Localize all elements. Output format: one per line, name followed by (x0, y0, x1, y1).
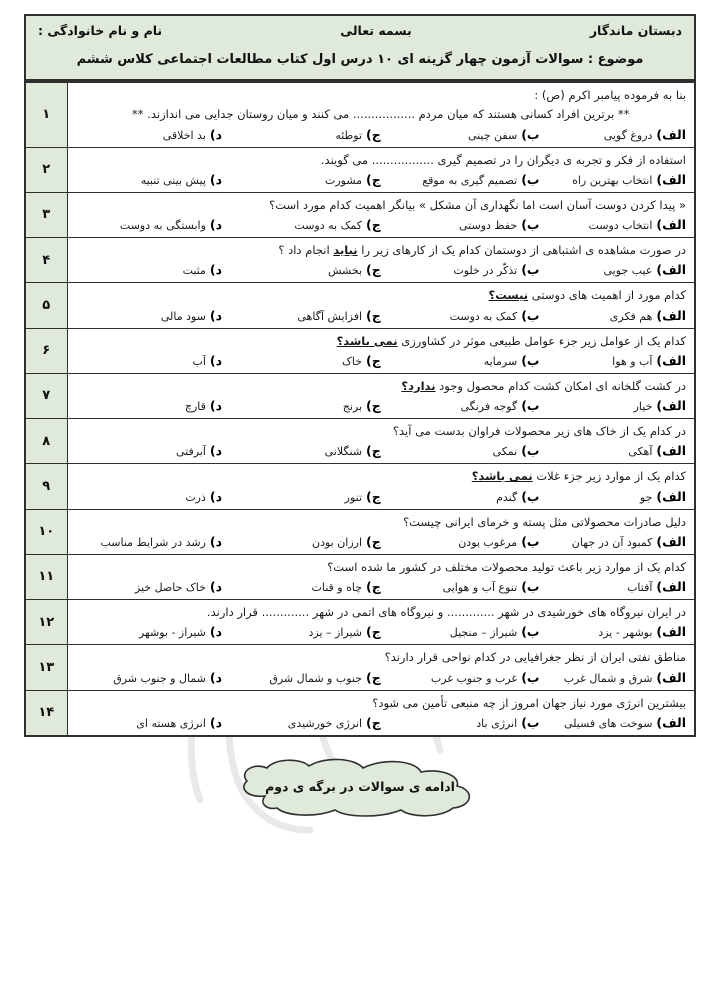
table-row (25, 147, 695, 192)
option-b-value: سرمایه (483, 354, 518, 368)
option-d[interactable] (76, 670, 223, 685)
option-b[interactable] (381, 715, 540, 730)
option-a-value: کمبود آن در جهان (571, 535, 653, 549)
continuation-note: ادامه ی سوالات در برگه ی دوم (265, 779, 455, 795)
options-row (76, 126, 687, 142)
questions-table (24, 81, 696, 737)
option-c-value: جنوب و شمال شرق (269, 671, 363, 685)
question-text: « پیدا کردن دوست آسان است اما نگهداری آن مشکل » بیانگر اهمیت کدام مورد است؟ (269, 197, 686, 212)
question-text: در کدام یک از خاک های زیر محصولات فراوان بدست می آید؟ (392, 424, 686, 438)
option-d-label: د) (209, 624, 223, 640)
option-c[interactable] (222, 715, 381, 730)
option-d[interactable] (76, 217, 223, 232)
option-b-label: ب) (521, 126, 540, 142)
question-text: کدام مورد از اهمیت های دوستی نیست؟ (488, 288, 686, 303)
question-number: ۳ (25, 192, 67, 237)
option-b-label: ب) (521, 262, 540, 278)
options-row (76, 307, 687, 323)
options-row (76, 261, 687, 277)
option-b-label: ب) (521, 307, 540, 323)
options-row (76, 216, 687, 232)
option-d[interactable] (76, 262, 223, 277)
option-a-label: الف) (656, 262, 686, 278)
option-b[interactable] (381, 262, 540, 277)
option-d-value: ذرت (185, 490, 206, 504)
option-a-label: الف) (656, 488, 686, 504)
option-b-value: تنوع آب و هوایی (442, 581, 518, 594)
option-c[interactable] (222, 579, 381, 594)
question-number: ۹ (25, 464, 67, 509)
option-d[interactable] (76, 443, 223, 458)
option-c[interactable] (222, 262, 381, 277)
option-a-value: سوخت های فسیلی (563, 716, 653, 730)
option-a-value: عیب جویی (603, 264, 653, 278)
option-b[interactable] (381, 172, 540, 187)
option-a[interactable] (539, 624, 686, 639)
option-b[interactable] (381, 534, 540, 549)
question-text: در کشت گلخانه ای امکان کشت کدام محصول وجود ندارد؟ (401, 378, 686, 393)
exam-header (24, 14, 696, 81)
option-a-value: خیار (633, 400, 653, 413)
option-c[interactable] (222, 217, 381, 232)
table-row (25, 419, 695, 464)
option-c-value: کمک به دوست (294, 219, 363, 232)
option-d-label: د) (209, 352, 223, 368)
option-a[interactable] (539, 398, 686, 413)
option-c-value: انرژی خورشیدی (287, 716, 363, 730)
option-b[interactable] (381, 308, 540, 323)
question-cell (67, 509, 695, 554)
questions-body (25, 82, 695, 736)
question-text: دلیل صادرات محصولاتی مثل پسته و خرمای ایرانی چیست؟ (403, 514, 686, 529)
option-b[interactable] (381, 624, 540, 639)
option-b-label: ب) (521, 488, 540, 504)
option-d-value: پیش بینی تنبیه (140, 173, 206, 187)
option-b-label: ب) (521, 398, 540, 413)
option-c-label: ج) (366, 262, 381, 278)
option-c-value: تنور (344, 490, 363, 504)
option-d-value: بد اخلاقی (162, 128, 206, 142)
option-d[interactable] (76, 715, 223, 730)
option-d[interactable] (76, 534, 223, 549)
option-a-value: بوشهر - یزد (598, 626, 653, 640)
option-b-label: ب) (521, 217, 540, 232)
question-cell (67, 328, 695, 373)
question-cell (67, 419, 695, 464)
option-c[interactable] (222, 534, 381, 549)
question-cell (67, 192, 695, 237)
option-c[interactable] (222, 670, 381, 685)
option-a-label: الف) (656, 352, 686, 368)
question-cell (67, 464, 695, 509)
option-d-value: وابستگی به دوست (119, 219, 206, 232)
student-name-label: نام و نام خانوادگی : (38, 23, 163, 38)
option-a-label: الف) (656, 669, 686, 685)
option-c[interactable] (222, 624, 381, 639)
option-c-label: ج) (366, 579, 381, 594)
option-a-label: الف) (656, 533, 686, 549)
question-number: ۴ (25, 238, 67, 283)
option-a-value: آهکی (628, 445, 653, 459)
option-d[interactable] (76, 579, 223, 594)
option-b-value: شیراز – منجیل (449, 626, 518, 640)
question-number: ۱۰ (25, 509, 67, 554)
option-c-value: شنگلانی (324, 445, 363, 459)
options-row (76, 397, 687, 413)
option-a-value: جو (639, 490, 653, 504)
question-cell (67, 147, 695, 192)
option-d-value: آب (192, 354, 206, 368)
option-c-label: ج) (366, 352, 381, 368)
option-b[interactable] (381, 398, 540, 413)
question-number: ۲ (25, 147, 67, 192)
table-row (25, 82, 695, 147)
option-c-label: ج) (366, 398, 381, 413)
option-b-value: انرژی باد (476, 716, 518, 730)
table-row (25, 192, 695, 237)
option-a[interactable] (539, 172, 686, 187)
option-c-label: ج) (366, 171, 381, 187)
table-row (25, 328, 695, 373)
question-number: ۱۴ (25, 690, 67, 736)
option-b-value: مرغوب بودن (458, 535, 518, 549)
option-d-label: د) (209, 262, 223, 278)
option-d-value: شیراز - بوشهر (138, 626, 206, 640)
option-c-value: بخشش (328, 264, 363, 278)
options-row (76, 578, 687, 594)
option-a[interactable] (539, 353, 686, 368)
option-d-value: قارچ (184, 400, 206, 413)
option-a-value: آب و هوا (612, 354, 653, 368)
option-c[interactable] (222, 353, 381, 368)
option-d[interactable] (76, 489, 223, 504)
option-b-label: ب) (521, 352, 540, 368)
option-d-value: رشد در شرایط مناسب (100, 535, 206, 549)
option-b-value: گندم (496, 490, 518, 504)
question-text: استفاده از فکر و تجربه ی دیگران را در تصمیم گیری ................. می گویند. (320, 152, 686, 167)
option-a-value: آفتاب (627, 581, 653, 594)
option-a-label: الف) (656, 398, 686, 413)
option-d-value: آبرفتی (175, 445, 206, 459)
option-a[interactable] (539, 127, 686, 142)
table-row (25, 600, 695, 645)
option-d-label: د) (209, 126, 223, 142)
table-row (25, 690, 695, 736)
question-cell (67, 283, 695, 328)
option-a-label: الف) (656, 714, 686, 730)
option-a-label: الف) (656, 579, 686, 594)
table-row (25, 238, 695, 283)
question-text: مناطق نفتی ایران از نظر جغرافیایی در کدام نواحی قرار دارند؟ (384, 650, 686, 665)
option-d-label: د) (209, 217, 223, 232)
option-c-value: افزایش آگاهی (297, 309, 363, 323)
table-row (25, 509, 695, 554)
question-cell (67, 82, 695, 147)
option-d-value: شمال و جنوب شرق (113, 671, 206, 685)
table-row (25, 373, 695, 418)
option-d-value: سود مالی (160, 309, 206, 323)
option-a[interactable] (539, 262, 686, 277)
option-b[interactable] (381, 579, 540, 594)
option-a-value: دروغ گویی (603, 128, 653, 142)
question-number: ۶ (25, 328, 67, 373)
option-d[interactable] (76, 308, 223, 323)
option-d-label: د) (209, 307, 223, 323)
option-a[interactable] (539, 715, 686, 730)
option-a[interactable] (539, 579, 686, 594)
option-a[interactable] (539, 308, 686, 323)
question-number: ۵ (25, 283, 67, 328)
option-c-value: توطئه (335, 128, 363, 142)
cloud-callout (225, 756, 495, 818)
option-a-value: شرق و شمال غرب (563, 671, 653, 685)
question-text: در ایران نیروگاه های خورشیدی در شهر ............. و نیروگاه های اتمی در شهر ............. قرار دارند. (206, 605, 686, 619)
question-cell (67, 645, 695, 690)
option-b-label: ب) (521, 171, 540, 187)
option-d-label: د) (209, 669, 223, 685)
question-number: ۸ (25, 419, 67, 464)
option-b-label: ب) (521, 533, 540, 549)
option-c-label: ج) (366, 669, 381, 685)
option-b[interactable] (381, 489, 540, 504)
table-row (25, 283, 695, 328)
option-c-value: مشورت (324, 173, 363, 187)
option-b[interactable] (381, 127, 540, 142)
table-row (25, 554, 695, 599)
subject-line: موضوع : سوالات آزمون چهار گزینه ای ۱۰ درس اول کتاب مطالعات اجتماعی کلاس ششم (76, 52, 644, 67)
option-d[interactable] (76, 624, 223, 639)
options-row (76, 669, 687, 685)
option-d[interactable] (76, 172, 223, 187)
option-a-value: هم فکری (609, 309, 653, 323)
option-d-label: د) (209, 533, 223, 549)
question-number: ۷ (25, 373, 67, 418)
option-b-value: تصمیم گیری به موقع (422, 173, 518, 187)
header-top-row (26, 16, 694, 42)
option-a-label: الف) (656, 307, 686, 323)
footer-area (24, 755, 696, 819)
bismillah-text: بسمه تعالی (340, 23, 412, 38)
option-a-value: انتخاب بهترین راه (572, 173, 653, 187)
option-c-label: ج) (366, 533, 381, 549)
question-number: ۱۱ (25, 554, 67, 599)
option-d-value: خاک حاصل خیز (134, 581, 206, 594)
option-d-value: انرژی هسته ای (136, 716, 206, 730)
question-text: کدام یک از موارد زیر باعث تولید محصولات مختلف در کشور ما شده است؟ (327, 559, 686, 574)
option-c[interactable] (222, 308, 381, 323)
option-c[interactable] (222, 398, 381, 413)
question-cell (67, 238, 695, 283)
option-a-label: الف) (656, 624, 686, 640)
option-a-label: الف) (656, 171, 686, 187)
option-b-value: تذکّر در خلوت (453, 264, 518, 278)
option-c[interactable] (222, 443, 381, 458)
option-a[interactable] (539, 534, 686, 549)
option-a-label: الف) (656, 217, 686, 232)
question-text: کدام یک از موارد زیر جزء غلات نمی باشد؟ (471, 469, 686, 484)
option-c-label: ج) (366, 217, 381, 232)
option-c-label: ج) (366, 624, 381, 640)
option-c[interactable] (222, 172, 381, 187)
options-row (76, 442, 687, 458)
table-row (25, 464, 695, 509)
option-b[interactable] (381, 443, 540, 458)
options-row (76, 533, 687, 549)
question-number: ۱ (25, 82, 67, 147)
option-b-value: سفن چینی (467, 128, 518, 142)
option-b-value: حفظ دوستی (458, 219, 518, 232)
option-d-label: د) (209, 398, 223, 413)
option-b-label: ب) (521, 443, 540, 459)
option-b[interactable] (381, 217, 540, 232)
option-d-label: د) (209, 579, 223, 594)
options-row (76, 623, 687, 639)
option-d[interactable] (76, 127, 223, 142)
option-a[interactable] (539, 217, 686, 232)
question-text: بیشترین انرژی مورد نیاز جهان امروز از چه منبعی تأمین می شود؟ (372, 695, 686, 710)
option-c-value: چاه و قنات (311, 581, 363, 594)
option-c-label: ج) (366, 126, 381, 142)
question-text: بنا به فرموده پیامبر اکرم (ص) : (534, 88, 686, 102)
option-c-label: ج) (366, 443, 381, 459)
options-row (76, 171, 687, 187)
option-c-label: ج) (366, 714, 381, 730)
option-b-value: گوجه فرنگی (460, 400, 518, 413)
option-c-value: شیراز – یزد (308, 626, 363, 640)
table-row (25, 645, 695, 690)
option-c-value: خاک (342, 354, 363, 368)
option-d[interactable] (76, 398, 223, 413)
option-d-value: مثبت (182, 264, 206, 278)
option-b-value: غرب و جنوب غرب (430, 671, 518, 685)
option-a[interactable] (539, 443, 686, 458)
option-d-label: د) (209, 171, 223, 187)
option-b-label: ب) (521, 669, 540, 685)
option-a-value: انتخاب دوست (588, 219, 653, 232)
option-b-label: ب) (521, 624, 540, 640)
option-c-value: ارزان بودن (311, 535, 363, 549)
school-name: دبستان ماندگار (589, 23, 682, 38)
question-cell (67, 554, 695, 599)
options-row (76, 488, 687, 504)
option-a[interactable] (539, 670, 686, 685)
option-a-label: الف) (656, 443, 686, 459)
options-row (76, 714, 687, 730)
question-cell (67, 600, 695, 645)
option-b[interactable] (381, 670, 540, 685)
question-text-secondary: ** برترین افراد کسانی هستند که میان مردم ................. می کنند و میان روستان جدایی می اندازند. ** (132, 107, 630, 122)
question-text: در صورت مشاهده ی اشتباهی از دوستمان کدام یک از کارهای زیر را نباید انجام داد ؟ (278, 243, 686, 257)
options-row (76, 352, 687, 368)
option-b-value: کمک به دوست (449, 309, 518, 323)
option-d-label: د) (209, 714, 223, 730)
option-d[interactable] (76, 353, 223, 368)
question-cell (67, 373, 695, 418)
option-b-label: ب) (521, 579, 540, 594)
question-text: کدام یک از عوامل زیر جزء عوامل طبیعی موثر در کشاورزی نمی باشد؟ (336, 333, 686, 348)
option-a-label: الف) (656, 126, 686, 142)
question-number: ۱۳ (25, 645, 67, 690)
question-number: ۱۲ (25, 600, 67, 645)
option-c-label: ج) (366, 488, 381, 504)
option-b-label: ب) (521, 714, 540, 730)
option-b-value: نمکی (492, 445, 518, 459)
option-a[interactable] (539, 489, 686, 504)
option-c-label: ج) (366, 307, 381, 323)
option-d-label: د) (209, 443, 223, 459)
question-cell (67, 690, 695, 736)
option-d-label: د) (209, 488, 223, 504)
option-c[interactable] (222, 489, 381, 504)
option-b[interactable] (381, 353, 540, 368)
option-c[interactable] (222, 127, 381, 142)
option-c-value: برنج (342, 400, 363, 413)
